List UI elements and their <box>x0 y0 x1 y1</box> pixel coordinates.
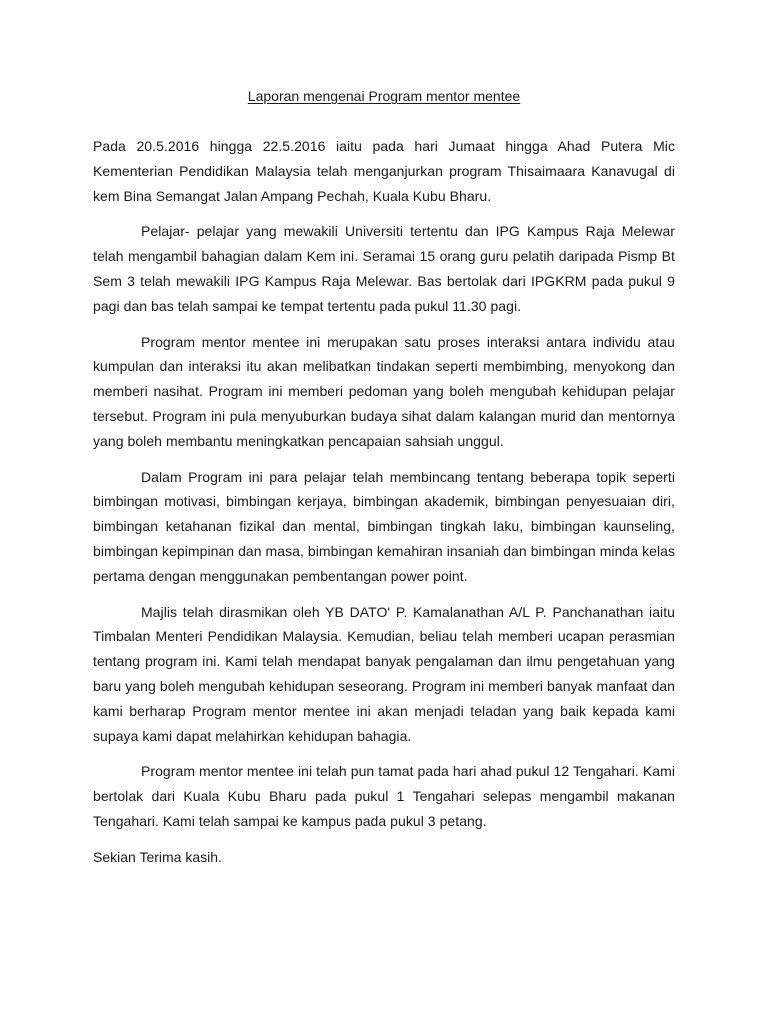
document-body <box>93 134 675 870</box>
paragraph-program-description: Program mentor mentee ini merupakan satu proses interaksi antara individu atau kumpulan dan interaksi itu akan melibatkan tindakan seperti membimbing, menyokong dan memberi nasihat. Program ini memberi pedoman yang boleh mengubah kehidupan pelajar tersebut. Program ini pula menyuburkan budaya sihat dalam kalangan murid dan mentornya yang boleh membantu meningkatkan pencapaian sahsiah unggul. <box>93 333 675 449</box>
paragraph-opening-ceremony: Majlis telah dirasmikan oleh YB DATO' P. Kamalanathan A/L P. Panchanathan iaitu Timbalan Menteri Pendidikan Malaysia. Kemudian, beliau telah memberi ucapan perasmian tentang program ini. Kami telah mendapat banyak pengalaman dan ilmu pengetahuan yang baru yang boleh mengubah kehidupan seseorang. Program ini memberi banyak manfaat dan kami berharap Program mentor mentee ini akan menjadi teladan yang baik kepada kami supaya kami dapat melahirkan kehidupan bahagia. <box>93 603 675 744</box>
paragraph-conclusion: Program mentor mentee ini telah pun tamat pada hari ahad pukul 12 Tengahari. Kami bertolak dari Kuala Kubu Bharu pada pukul 1 Tengahari selepas mengambil makanan Tengahari. Kami telah sampai ke kampus pada pukul 3 petang. <box>93 763 675 829</box>
paragraph-intro: Pada 20.5.2016 hingga 22.5.2016 iaitu pada hari Jumaat hingga Ahad Putera Mic Kementerian Pendidikan Malaysia telah menganjurkan program Thisaimaara Kanavugal di kem Bina Semangat Jalan Ampang Pechah, Kuala Kubu Bharu. <box>93 138 675 204</box>
closing-line: Sekian Terima kasih. <box>93 848 222 865</box>
paragraph-participants: Pelajar- pelajar yang mewakili Universiti tertentu dan IPG Kampus Raja Melewar telah mengambil bahagian dalam Kem ini. Seramai 15 orang guru pelatih daripada Pismp Bt Sem 3 telah mewakili IPG Kampus Raja Melewar. Bas bertolak dari IPGKRM pada pukul 9 pagi dan bas telah sampai ke tempat tertentu pada pukul 11.30 pagi. <box>93 223 675 314</box>
document-title: Laporan mengenai Program mentor mentee <box>247 88 521 104</box>
paragraph-topics: Dalam Program ini para pelajar telah membincang tentang beberapa topik seperti bimbingan motivasi, bimbingan kerjaya, bimbingan akademik, bimbingan penyesuaian diri, bimbingan ketahanan fizikal dan mental, bimbingan tingkah laku, bimbingan kaunseling, bimbingan kepimpinan dan masa, bimbingan kemahiran insaniah dan bimbingan minda kelas pertama dengan menggunakan pembentangan power point. <box>93 468 675 584</box>
